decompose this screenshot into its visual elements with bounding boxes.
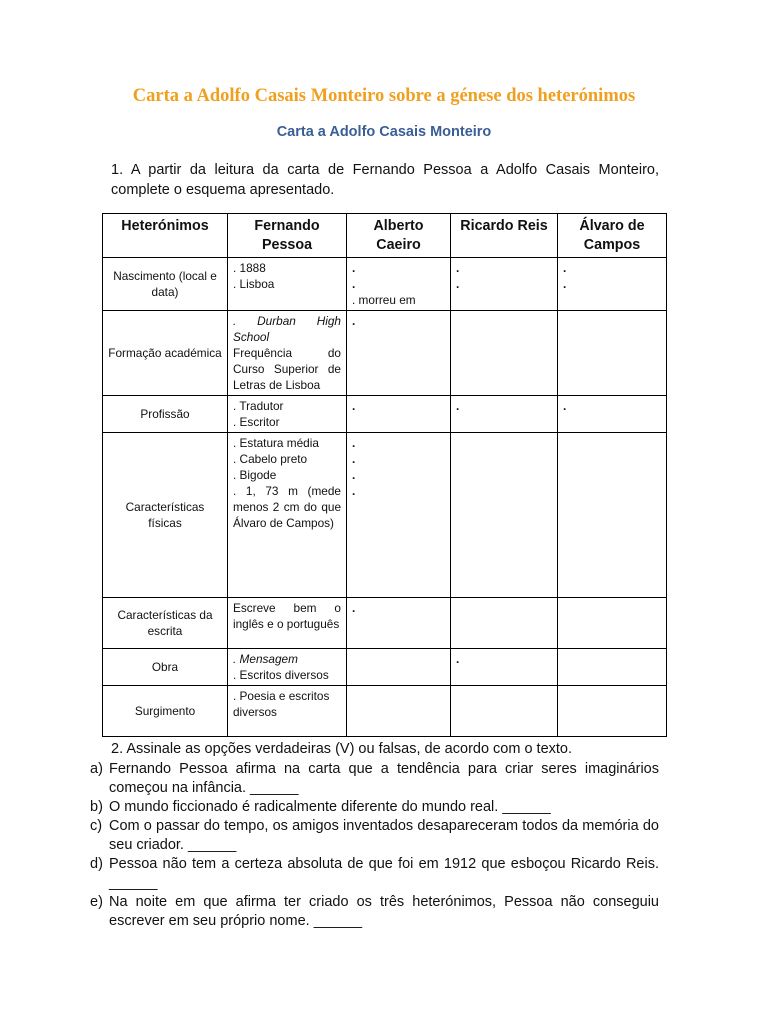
row-label-nascimento: Nascimento (local e data) (103, 258, 228, 311)
row-label-caracteristicas-fisicas: Características físicas (103, 433, 228, 598)
item-text: O mundo ficcionado é radicalmente diferente do mundo real. ______ (109, 799, 551, 815)
list-item (90, 798, 659, 817)
header-alberto-caeiro: Alberto Caeiro (347, 214, 451, 258)
cell-line: . (352, 484, 356, 498)
list-item (90, 760, 659, 798)
table-row (103, 258, 667, 311)
cell-line: . (563, 261, 567, 275)
list-item (90, 855, 659, 893)
item-label: c) (90, 818, 103, 834)
cell-caeiro (347, 433, 451, 598)
cell-line: . Cabelo preto (233, 452, 308, 466)
item-text: Pessoa não tem a certeza absoluta de que foi em 1912 que esboçou Ricardo Reis. ______ (109, 856, 659, 891)
table-row (103, 686, 667, 737)
list-item (90, 893, 659, 931)
cell-line: . 1888 (233, 261, 266, 275)
cell-reis (451, 649, 558, 686)
row-label-surgimento: Surgimento (103, 686, 228, 737)
item-label: a) (90, 761, 103, 777)
cell-campos (558, 649, 667, 686)
cell-line: . (352, 436, 356, 450)
header-heteronimos: Heterónimos (103, 214, 228, 258)
cell-line: . Poesia e escritos diversos (233, 689, 330, 719)
cell-line: . (456, 277, 460, 291)
cell-caeiro (347, 686, 451, 737)
item-label: b) (90, 799, 103, 815)
cell-caeiro (347, 598, 451, 649)
cell-pessoa (228, 311, 347, 396)
question-1: 1. A partir da leitura da carta de Fernando Pessoa a Adolfo Casais Monteiro, complete o esquema apresentado. (111, 162, 659, 198)
document-title: Carta a Adolfo Casais Monteiro sobre a génese dos heterónimos (132, 86, 636, 106)
cell-line: . Escritor (233, 415, 280, 429)
cell-campos (558, 396, 667, 433)
header-ricardo-reis: Ricardo Reis (451, 214, 558, 258)
cell-caeiro (347, 396, 451, 433)
cell-campos (558, 433, 667, 598)
cell-line: . Bigode (233, 468, 277, 482)
table-row (103, 649, 667, 686)
table-row (103, 311, 667, 396)
row-label-obra: Obra (103, 649, 228, 686)
cell-reis (451, 258, 558, 311)
cell-line: . (456, 399, 460, 413)
cell-line: . (563, 399, 567, 413)
cell-line: . Tradutor (233, 399, 284, 413)
item-text: Fernando Pessoa afirma na carta que a tendência para criar seres imaginários começou na infância. ______ (109, 761, 659, 796)
cell-campos (558, 311, 667, 396)
cell-reis (451, 433, 558, 598)
row-label-formacao: Formação académica (103, 311, 228, 396)
cell-line: . Durban High School (233, 314, 341, 344)
table-row (103, 396, 667, 433)
cell-caeiro (347, 649, 451, 686)
cell-line: . (352, 452, 356, 466)
table-row (103, 598, 667, 649)
cell-line: . Escritos diversos (233, 668, 329, 682)
cell-line: . (352, 399, 356, 413)
cell-reis (451, 311, 558, 396)
cell-reis (451, 686, 558, 737)
item-text: Na noite em que afirma ter criado os três heterónimos, Pessoa não conseguiu escrever em seu próprio nome. ______ (109, 894, 659, 929)
cell-caeiro (347, 311, 451, 396)
cell-line: . (352, 314, 356, 328)
cell-pessoa (228, 686, 347, 737)
cell-line: Frequência do Curso Superior de Letras de Lisboa (233, 346, 341, 392)
cell-line: . (563, 277, 567, 291)
cell-reis (451, 396, 558, 433)
cell-caeiro (347, 258, 451, 311)
cell-campos (558, 686, 667, 737)
cell-pessoa (228, 258, 347, 311)
item-label: e) (90, 894, 103, 910)
cell-line: . 1, 73 m (mede menos 2 cm do que Álvaro de Campos) (233, 484, 341, 530)
cell-line: . (456, 261, 460, 275)
header-fernando-pessoa: Fernando Pessoa (228, 214, 347, 258)
row-label-caracteristicas-escrita: Características da escrita (103, 598, 228, 649)
cell-line: . morreu em (352, 293, 416, 307)
cell-pessoa (228, 598, 347, 649)
cell-pessoa (228, 396, 347, 433)
cell-line: . (352, 468, 356, 482)
cell-pessoa (228, 649, 347, 686)
cell-line: . (352, 261, 356, 275)
cell-reis (451, 598, 558, 649)
document-subtitle: Carta a Adolfo Casais Monteiro (276, 124, 492, 140)
list-item (90, 817, 659, 855)
cell-line: . Estatura média (233, 436, 319, 450)
cell-line: . (352, 277, 356, 291)
cell-campos (558, 258, 667, 311)
cell-line: Escreve bem o inglês e o português (233, 601, 341, 631)
item-text: Com o passar do tempo, os amigos inventados desapareceram todos da memória do seu criador. ______ (109, 818, 659, 853)
cell-campos (558, 598, 667, 649)
cell-line: . (352, 601, 356, 615)
header-alvaro-de-campos: Álvaro de Campos (558, 214, 667, 258)
cell-line: . (456, 652, 460, 666)
row-label-profissao: Profissão (103, 396, 228, 433)
heteronyms-table (102, 213, 667, 737)
true-false-list (90, 760, 659, 931)
question-2: 2. Assinale as opções verdadeiras (V) ou falsas, de acordo com o texto. (111, 741, 573, 757)
cell-line: . Lisboa (233, 277, 275, 291)
cell-pessoa (228, 433, 347, 598)
table-row (103, 433, 667, 598)
cell-line: . Mensagem (233, 652, 298, 666)
table-header-row (103, 214, 667, 258)
item-label: d) (90, 856, 103, 872)
